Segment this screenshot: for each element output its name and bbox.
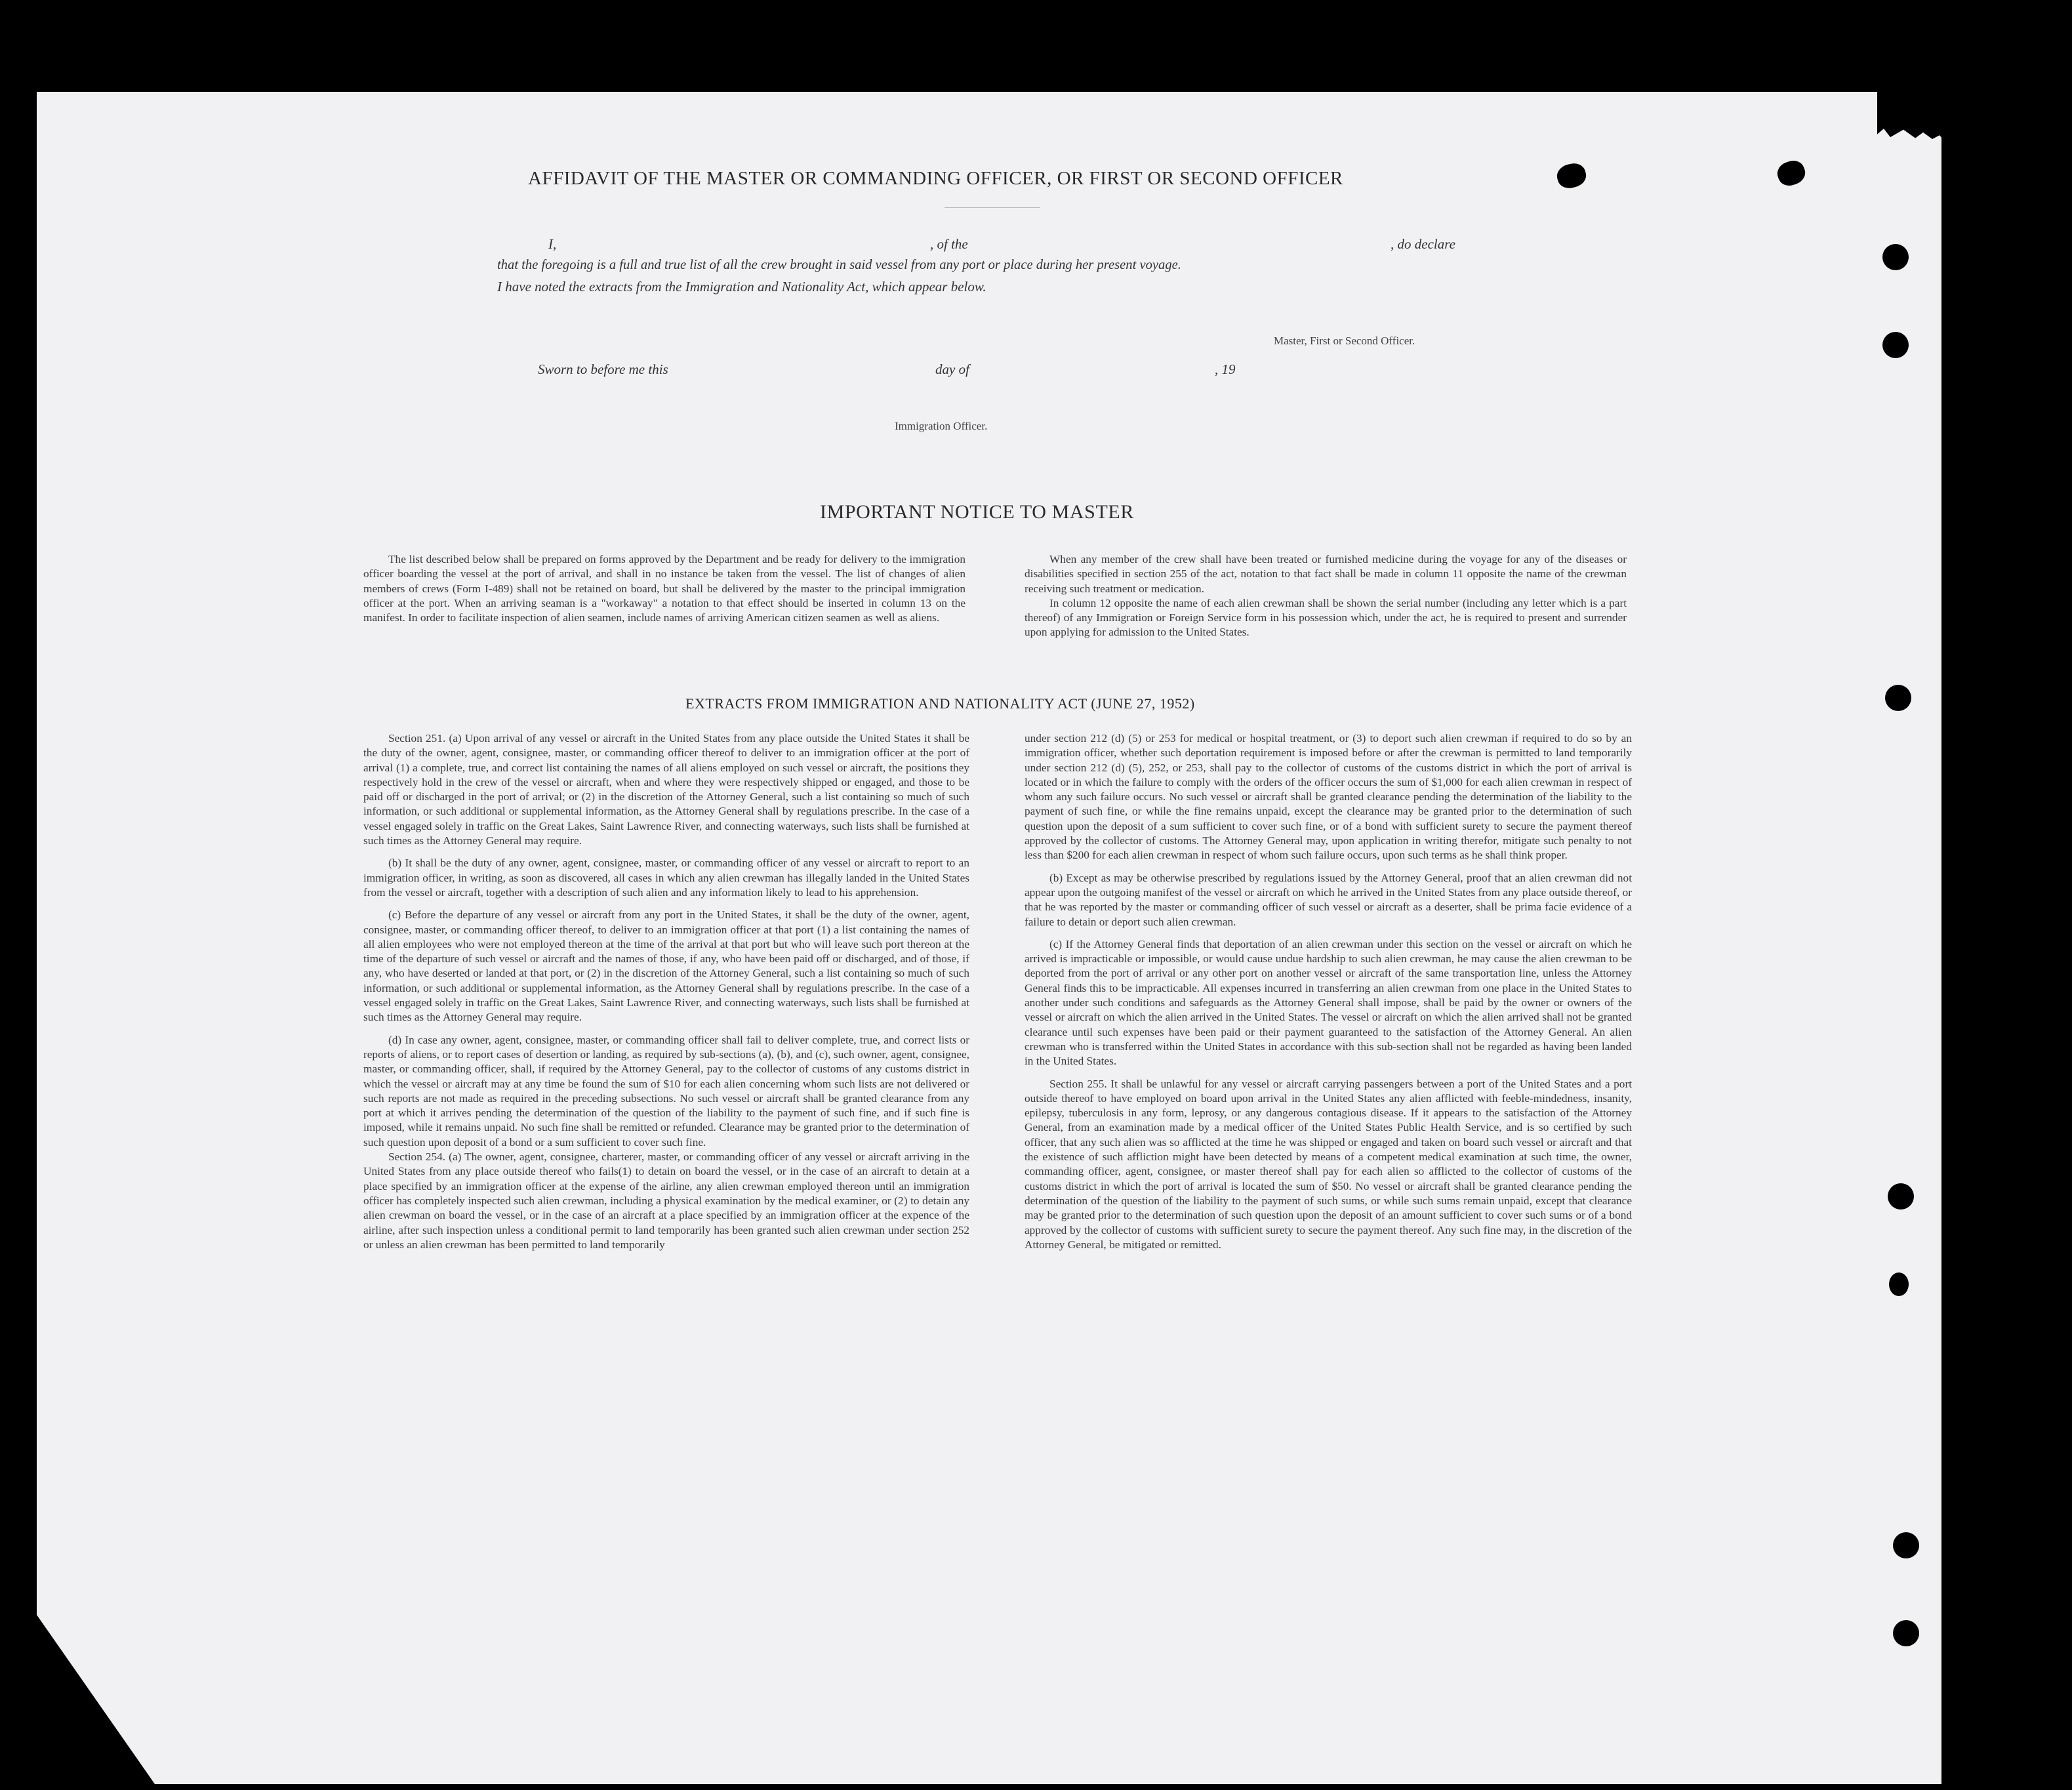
section-251-c: (c) Before the departure of any vessel or aircraft from any port in the United States, it shall be the duty of the owner, agent, consignee, master, or commanding officer thereof, to deliver to an immigration officer at that port (1) a list containing the names of all alien employees who were not employed thereon at the time of the arrival at that port but who will leave such port thereon at the time of the departure of such vessel or aircraft and the names of those, if any, who have been paid off or discharged, and of those, if any, who have deserted or landed at that port, or (2) in the discretion of the Attorney General, such a list containing so much of such information, or such additional or supplemental information, as the Attorney General shall by regulations prescribe. In the case of a vessel engaged solely in traffic on the Great Lakes, Saint Lawrence River, and connecting waterways, such lists shall be furnished at such times as the Attorney General may require. — [363, 908, 969, 1024]
punch-hole-8 — [1893, 1532, 1919, 1558]
punch-hole-9 — [1893, 1620, 1919, 1646]
section-254-c: (c) If the Attorney General finds that deportation of an alien crewman under this section on the vessel or aircraft on which he arrived is impracticable or impossible, or would cause undue hardship to such alien crewman, he may cause the alien crewman to be deported from the port of arrival or any other port on another vessel or aircraft of the same transportation line, unless the Attorney General finds this to be impracticable. All expenses incurred in transferring an alien crewman from one place in the United States to another under such conditions and safeguards as the Attorney General shall impose, shall be paid by the owner or owners of the vessel or aircraft on which the alien arrived in the United States. The vessel or aircraft on which the alien arrived shall not be granted clearance until such expenses have been paid or their payment guaranteed to the satisfaction of the Attorney General. An alien crewman who is transferred within the United States in accordance with this sub-section shall not be regarded as having been landed in the United States. — [1025, 937, 1632, 1068]
notice-left-paragraph: The list described below shall be prepared on forms approved by the Department and be ready for delivery to the immigration officer boarding the vessel at the port of arrival, and shall in no instance be taken from the vessel. The list of changes of alien members of crews (Form I-489) shall not be retained on board, but shall be delivered by the master to the principal immigration officer at the port. When an arriving seaman is a "workaway" a notation to that effect should be inserted in column 13 on the manifest. In order to facilitate inspection of alien seamen, include names of arriving American citizen seamen as well as aliens. — [363, 553, 965, 624]
section-251-a: Section 251. (a) Upon arrival of any vessel or aircraft in the United States from any place outside the United States it shall be the duty of the owner, agent, consignee, master, or commanding officer thereof to deliver to an immigration officer at the port of arrival (1) a complete, true, and correct list containing the names of all aliens employed on such vessel or aircraft, the positions they respectively hold in the crew of the vessel or aircraft, when and where they were respectively shipped or engaged, and those to be paid off or discharged in the port of arrival; or (2) in the discretion of the Attorney General, such a list containing so much of such information, or such additional or supplemental information, as the Attorney General shall by regulations prescribe. In the case of a vessel engaged solely in traffic on the Great Lakes, Saint Lawrence River, and connecting waterways, such lists shall be furnished at such times as the Attorney General may require. — [363, 732, 969, 847]
section-255: Section 255. It shall be unlawful for any vessel or aircraft carrying passengers between a port of the United States and a port outside thereof to have employed on board upon arrival in the United States any alien afflicted with feeble-mindedness, insanity, epilepsy, tuberculosis in any form, leprosy, or any dangerous contagious disease. If it appears to the satisfaction of the Attorney General, from an examination made by a medical officer of the United States Public Health Service, and is so certified by such officer, that any such alien was so afflicted at the time he was shipped or engaged and taken on board such vessel or aircraft and that the existence of such affliction might have been detected by means of a competent medical examination at such time, the owner, commanding officer, agent, consignee, or master thereof shall pay for each alien so afflicted to the collector of customs of the customs district in which the port of arrival is located the sum of $50. No vessel or aircraft shall be granted clearance pending the determination of the question of the liability to the payment of such sums, or while such sums remain unpaid, except that clearance may be granted prior to the determination of such question upon the deposit of an amount sufficient to cover such sums or of a bond approved by the collector of customs with sufficient surety to secure the payment thereof. Any such fine may, in the discretion of the Attorney General, be mitigated or remitted. — [1025, 1077, 1632, 1251]
extracts-title: EXTRACTS FROM IMMIGRATION AND NATIONALITY ACT (JUNE 27, 1952) — [685, 695, 1195, 712]
affidavit-do-declare: , do declare — [1391, 236, 1455, 252]
title-divider — [945, 207, 1040, 208]
punch-hole-5 — [1885, 685, 1911, 711]
notice-right-paragraph-2: In column 12 opposite the name of each alien crewman shall be shown the serial number (including any letter which is a part thereof) of any Immigration or Foreign Service form in his possession which, under the act, he is required to present and surrender upon applying for admission to the United States. — [1025, 596, 1627, 639]
master-signature-label: Master, First or Second Officer. — [1274, 335, 1415, 347]
section-254-a-continued: under section 212 (d) (5) or 253 for medical or hospital treatment, or (3) to deport such alien crewman if required to do so by an immigration officer, whether such deportation requirement is imposed before or after the crewman is permitted to land temporarily under section 212 (d) (5), 252, or 253, shall pay to the collector of customs of the customs district in which the port of arrival is located or in which the failure to comply with the orders of the officer occurs the sum of $1,000 for each alien crewman in respect of whom any such failure occurs. No such vessel or aircraft shall be granted clearance pending the determination of the liability to the payment of such fine, or while the fine remains unpaid, except the clearance may be granted prior to the determination of such question upon the deposit of a sum sufficient to cover such fine, or of a bond with sufficient surety to secure the payment thereof approved by the collector of customs. The Attorney General may, upon application in writing therefor, mitigate such penalty to not less than $200 for each alien crewman in respect of whom such failure occurs, upon such terms as he shall think proper. — [1025, 732, 1632, 862]
year-label: , 19 — [1215, 361, 1236, 377]
section-251-d: (d) In case any owner, agent, consignee, master, or commanding officer shall fail to deliver complete, true, and correct lists or reports of aliens, or to report cases of desertion or landing, as required by sub-sections (a), (b), and (c), such owner, agent, consignee, master, or commanding officer, shall, if required by the Attorney General, pay to the collector of customs of any customs district in which the vessel or aircraft may at any time be found the sum of $10 for each alien concerning whom such lists are not delivered or such reports are not made as required in the preceding subsections. No such vessel or aircraft shall be granted clearance from any port at which it arrives pending the determination of the question of the liability to the payment of such fine, and if such fine is imposed, while it remains unpaid. No such fine shall be remitted or refunded. Clearance may be granted prior to the determination of such question upon deposit of a bond or a sum sufficient to cover such fine. — [363, 1033, 969, 1149]
sworn-label: Sworn to before me this — [538, 361, 668, 377]
notice-right-paragraph-1: When any member of the crew shall have been treated or furnished medicine during the voyage for any of the diseases or disabilities specified in section 255 of the act, notation to that fact shall be made in column 11 opposite the name of the crewman receiving such treatment or medication. — [1025, 553, 1627, 595]
punch-hole-7 — [1889, 1272, 1909, 1296]
notice-left-column — [363, 552, 965, 670]
section-251-b: (b) It shall be the duty of any owner, agent, consignee, master, or commanding officer of any vessel or aircraft to report to an immigration officer, in writing, as soon as discovered, all cases in which any alien crewman has illegally landed in the United States from the vessel or aircraft, together with a description of such alien and any information likely to lead to his apprehension. — [363, 857, 969, 899]
day-of-label: day of — [935, 361, 969, 377]
affidavit-i: I, — [548, 236, 557, 252]
section-254-a: Section 254. (a) The owner, agent, consignee, charterer, master, or commanding officer of any vessel or aircraft arriving in the United States from any place outside thereof who fails(1) to detain on board the vessel, or in the case of an aircraft to detain at a place specified by an immigration officer at the expense of the airline, any alien crewman employed thereon until an immigration officer has completely inspected such alien crewman, including a physical examination by the medical examiner, or (2) to detain any alien crewman on board the vessel, or in the case of an aircraft at a place specified by an immigration officer at the expence of the airline, after such inspection unless a conditional permit to land temporarily has been granted such alien crewman under section 252 or unless an alien crewman has been permitted to land temporarily — [363, 1150, 969, 1251]
document-page — [37, 92, 1941, 1784]
affidavit-line-3: I have noted the extracts from the Immigration and Nationality Act, which appear below. — [497, 279, 986, 295]
notice-right-column — [1025, 552, 1627, 670]
notice-title: IMPORTANT NOTICE TO MASTER — [820, 501, 1134, 523]
extracts-right-column — [1025, 731, 1632, 1518]
punch-hole-3 — [1882, 244, 1909, 270]
affidavit-line-2: that the foregoing is a full and true list of all the crew brought in said vessel from any port or place during her present voyage. — [497, 258, 1181, 272]
torn-corner — [1877, 92, 1943, 139]
punch-hole-4 — [1882, 332, 1909, 358]
extracts-left-column — [363, 731, 969, 1512]
affidavit-of-the: , of the — [930, 236, 968, 252]
immigration-officer-label: Immigration Officer. — [895, 420, 988, 432]
punch-hole-6 — [1888, 1183, 1914, 1210]
affidavit-title: AFFIDAVIT OF THE MASTER OR COMMANDING OFFICER, OR FIRST OR SECOND OFFICER — [528, 168, 1343, 189]
section-254-b: (b) Except as may be otherwise prescribed by regulations issued by the Attorney General, proof that an alien crewman did not appear upon the outgoing manifest of the vessel or aircraft on which he arrived in the United States from any place outside thereof, or that he was reported by the master or commanding officer of such vessel or aircraft as a deserter, shall be prima facie evidence of a failure to detain or deport such alien crewman. — [1025, 871, 1632, 928]
